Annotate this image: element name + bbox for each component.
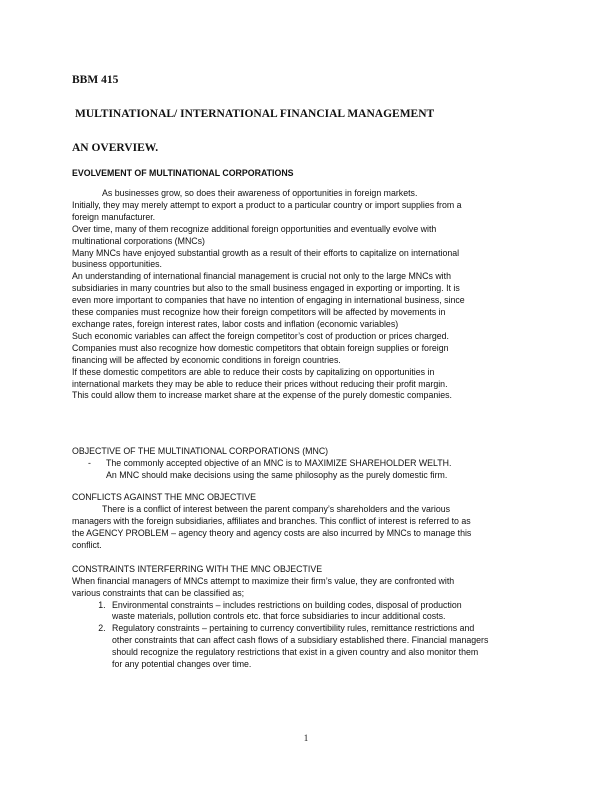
objective-list bbox=[72, 458, 546, 482]
body-line: This could allow them to increase market share at the expense of the purely domestic companies. bbox=[72, 390, 452, 401]
list-item-line: should recognize the regulatory restrictions that exist in a given country and also monitor them bbox=[112, 647, 479, 658]
body-line: If these domestic competitors are able to reduce their costs by capitalizing on opportunities in bbox=[72, 366, 435, 377]
page-number: 1 bbox=[303, 733, 309, 743]
body-line: various constraints that can be classified as; bbox=[72, 587, 245, 598]
body-line: There is a conflict of interest between the parent company’s shareholders and the various bbox=[102, 504, 451, 515]
body-line: subsidiaries in many countries but also to the small business engaged in exporting or importing. It is bbox=[72, 283, 460, 294]
body-line: Many MNCs have enjoyed substantial growth as a result of their efforts to capitalize on international bbox=[72, 247, 460, 258]
list-item bbox=[108, 600, 546, 624]
list-item-line: for any potential changes over time. bbox=[112, 659, 252, 670]
list-item-line: An MNC should make decisions using the same philosophy as the purely domestic firm. bbox=[106, 470, 448, 481]
body-line: international markets they may be able to reduce their prices without reducing their profit margin. bbox=[72, 378, 448, 389]
list-item-line: 2. Regulatory constraints – pertaining to currency convertibility rules, remittance restrictions and bbox=[112, 623, 475, 634]
section-body-evolvement bbox=[72, 200, 546, 402]
body-line: An understanding of international financial management is crucial not only to the large MNCs with bbox=[72, 271, 451, 282]
body-line: financing will be affected by economic conditions in foreign countries. bbox=[72, 354, 341, 365]
body-line: business opportunities. bbox=[72, 259, 162, 270]
body-line: Such economic variables can affect the foreign competitor’s cost of production or prices charged. bbox=[72, 330, 450, 341]
section-heading-conflicts: CONFLICTS AGAINST THE MNC OBJECTIVE bbox=[72, 492, 256, 503]
course-title: MULTINATIONAL/ INTERNATIONAL FINANCIAL MANAGEMENT bbox=[75, 108, 435, 120]
course-code: BBM 415 bbox=[72, 74, 119, 86]
constraints-list bbox=[72, 600, 546, 671]
body-line: When financial managers of MNCs attempt to maximize their firm’s value, they are confronted with bbox=[72, 575, 455, 586]
body-line: Initially, they may merely attempt to export a product to a particular country or import supplies from a bbox=[72, 199, 462, 210]
body-line: these companies must recognize how their foreign competitors will be affected by movements in bbox=[72, 307, 446, 318]
list-item-line: The commonly accepted objective of an MNC is to MAXIMIZE SHAREHOLDER WELTH. bbox=[106, 458, 452, 469]
paragraph-first-line: As businesses grow, so does their awareness of opportunities in foreign markets. bbox=[102, 188, 418, 198]
overview-heading: AN OVERVIEW. bbox=[72, 142, 159, 154]
body-line: Companies must also recognize how domestic competitors that obtain foreign supplies or foreign bbox=[72, 342, 449, 353]
section-heading-constraints: CONSTRAINTS INTERFERRING WITH THE MNC OBJECTIVE bbox=[72, 563, 323, 574]
body-line: conflict. bbox=[72, 539, 102, 550]
body-line: even more important to companies that have no intention of engaging in international business, since bbox=[72, 295, 465, 306]
body-line: managers with the foreign subsidiaries, affiliates and branches. This conflict of interest is referred to as bbox=[72, 516, 471, 527]
body-line: the AGENCY PROBLEM – agency theory and agency costs are also incurred by MNCs to manage this bbox=[72, 527, 472, 538]
dash-bullet: - bbox=[88, 458, 91, 469]
body-line: exchange rates, foreign interest rates, labor costs and inflation (economic variables) bbox=[72, 318, 399, 329]
list-item bbox=[108, 623, 546, 671]
body-line: Over time, many of them recognize additional foreign opportunities and eventually evolve with bbox=[72, 223, 437, 234]
list-item-line: waste materials, pollution controls etc. that force subsidiaries to incur additional costs. bbox=[112, 611, 446, 622]
list-item bbox=[88, 458, 546, 482]
body-line: foreign manufacturer. bbox=[72, 211, 156, 222]
list-item-line: other constraints that can affect cash flows of a subsidiary established there. Financial managers bbox=[112, 635, 489, 646]
body-line: multinational corporations (MNCs) bbox=[72, 235, 205, 246]
list-item-line: 1. Environmental constraints – includes restrictions on building codes, disposal of production bbox=[112, 599, 462, 610]
section-heading-evolvement: EVOLVEMENT OF MULTINATIONAL CORPORATIONS bbox=[72, 168, 294, 178]
section-heading-objective: OBJECTIVE OF THE MULTINATIONAL CORPORATIONS (MNC) bbox=[72, 446, 329, 457]
